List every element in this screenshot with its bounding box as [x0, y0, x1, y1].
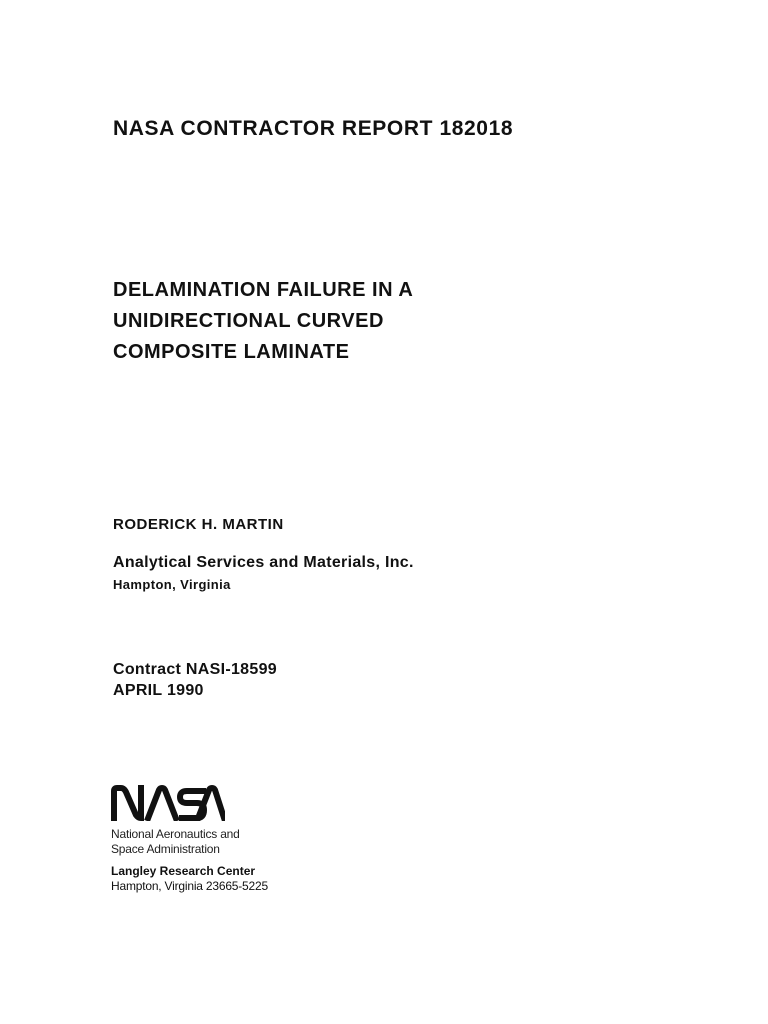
- agency-name-line-2: Space Administration: [111, 842, 220, 856]
- nasa-worm-logo-icon: [111, 785, 225, 821]
- report-date: APRIL 1990: [113, 682, 204, 699]
- agency-name-line-1: National Aeronautics and: [111, 827, 240, 841]
- organization-name: Analytical Services and Materials, Inc.: [113, 554, 414, 571]
- research-center-location: Hampton, Virginia 23665-5225: [111, 879, 268, 893]
- title-line-3: COMPOSITE LAMINATE: [113, 341, 350, 363]
- author-name: RODERICK H. MARTIN: [113, 516, 284, 533]
- report-title: [113, 275, 413, 368]
- organization-location: Hampton, Virginia: [113, 577, 231, 592]
- report-number: NASA CONTRACTOR REPORT 182018: [113, 117, 514, 140]
- title-line-2: UNIDIRECTIONAL CURVED: [113, 310, 384, 332]
- research-center-name: Langley Research Center: [111, 864, 256, 878]
- contract-number: Contract NASI-18599: [113, 661, 277, 678]
- title-line-1: DELAMINATION FAILURE IN A: [113, 279, 414, 301]
- contract-info: [113, 659, 277, 701]
- agency-name: [111, 827, 240, 857]
